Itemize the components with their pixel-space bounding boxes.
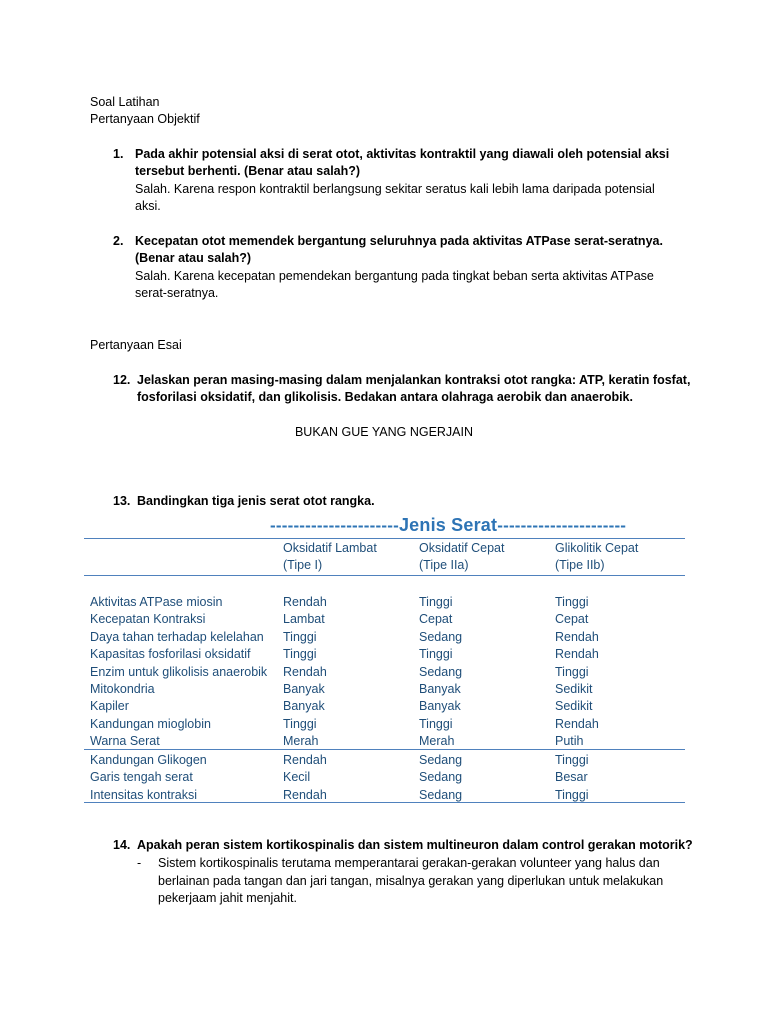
cell-type-2: Sedang [419,665,463,679]
cell-type-2: Merah [419,734,455,748]
objective-section-title: Pertanyaan Objektif [90,112,200,126]
row-label: Kapiler [90,699,129,713]
cell-type-2: Sedang [419,770,463,784]
question-text-line: (Benar atau salah?) [135,251,252,265]
cell-type-1: Banyak [283,699,325,713]
answer-text-line: Salah. Karena kecepatan pemendekan bergantung pada tingkat beban serta aktivitas ATPase [135,269,654,283]
table-header-rule [84,575,685,576]
row-label: Mitokondria [90,682,155,696]
cell-type-2: Cepat [419,612,453,626]
cell-type-3: Tinggi [555,595,589,609]
cell-type-1: Tinggi [283,630,317,644]
cell-type-3: Sedikit [555,699,593,713]
cell-type-2: Tinggi [419,595,453,609]
cell-type-1: Kecil [283,770,311,784]
answer-text-line: Salah. Karena respon kontraktil berlangsung sekitar seratus kali lebih lama daripada potensial [135,182,655,196]
row-label: Aktivitas ATPase miosin [90,595,223,609]
page-heading: Soal Latihan [90,95,160,109]
bullet-dash: - [137,856,142,870]
cell-type-1: Rendah [283,665,327,679]
header-line: Oksidatif Cepat [419,541,505,555]
table-bottom-rule [84,802,685,803]
table-title-dashes-right: ---------------------- [497,516,627,535]
answer-text-line: serat-seratnya. [135,286,219,300]
cell-type-1: Rendah [283,753,327,767]
question-text-line: Jelaskan peran masing-masing dalam menjalankan kontraksi otot rangka: ATP, keratin fosfat, [137,373,691,387]
question-text-line: Pada akhir potensial aksi di serat otot, aktivitas kontraktil yang diawali oleh potensial aksi [135,147,670,161]
cell-type-2: Tinggi [419,717,453,731]
header-line: Oksidatif Lambat [283,541,377,555]
cell-type-2: Banyak [419,682,461,696]
row-label: Garis tengah serat [90,770,193,784]
row-label: Daya tahan terhadap kelelahan [90,630,264,644]
table-top-rule [84,538,685,539]
answer-text-line: berlainan pada tangan dan jari tangan, misalnya gerakan yang diperlukan untuk melakukan [158,874,664,888]
essay-section-title: Pertanyaan Esai [90,338,182,352]
header-col-3 [555,540,638,574]
cell-type-1: Merah [283,734,319,748]
cell-type-3: Besar [555,770,588,784]
cell-type-3: Cepat [555,612,589,626]
cell-type-2: Tinggi [419,647,453,661]
cell-type-2: Sedang [419,788,463,802]
question-text-line: Kecepatan otot memendek bergantung seluruhnya pada aktivitas ATPase serat-seratnya. [135,234,663,248]
header-col-1 [283,540,377,574]
cell-type-3: Tinggi [555,665,589,679]
question-text-line: Apakah peran sistem kortikospinalis dan sistem multineuron dalam control gerakan motorik? [137,838,693,852]
header-col-2 [419,540,504,574]
row-label: Kecepatan Kontraksi [90,612,206,626]
cell-type-1: Rendah [283,595,327,609]
q12-note: BUKAN GUE YANG NGERJAIN [294,425,474,439]
row-label: Warna Serat [90,734,160,748]
question-text-line: fosforilasi oksidatif, dan glikolisis. Bedakan antara olahraga aerobik dan anaerobik. [137,390,633,404]
cell-type-2: Sedang [419,753,463,767]
cell-type-3: Sedikit [555,682,593,696]
question-number: 2. [113,234,124,248]
header-line: (Tipe IIa) [419,558,469,572]
cell-type-2: Banyak [419,699,461,713]
cell-type-3: Tinggi [555,753,589,767]
cell-type-3: Rendah [555,630,599,644]
cell-type-1: Banyak [283,682,325,696]
cell-type-1: Rendah [283,788,327,802]
cell-type-1: Lambat [283,612,325,626]
cell-type-3: Rendah [555,717,599,731]
row-label: Intensitas kontraksi [90,788,197,802]
row-label: Kandungan mioglobin [90,717,211,731]
row-label: Kapasitas fosforilasi oksidatif [90,647,251,661]
question-text-line: Bandingkan tiga jenis serat otot rangka. [137,494,375,508]
cell-type-1: Tinggi [283,717,317,731]
row-label: Enzim untuk glikolisis anaerobik [90,665,268,679]
question-text-line: tersebut berhenti. (Benar atau salah?) [135,164,361,178]
header-line: (Tipe IIb) [555,558,605,572]
cell-type-3: Putih [555,734,584,748]
answer-text-line: pekerjaam jahit menjahit. [158,891,297,905]
answer-text-line: aksi. [135,199,161,213]
answer-text-line: Sistem kortikospinalis terutama memperantarai gerakan-gerakan volunteer yang halus dan [158,856,660,870]
question-number: 1. [113,147,124,161]
row-label: Kandungan Glikogen [90,753,207,767]
table-mid-rule [84,749,685,750]
table-title-dashes-left: ---------------------- [270,516,399,535]
question-number: 14. [113,838,131,852]
table-title [270,514,680,537]
question-number: 12. [113,373,131,387]
cell-type-2: Sedang [419,630,463,644]
cell-type-3: Rendah [555,647,599,661]
cell-type-3: Tinggi [555,788,589,802]
header-line: Glikolitik Cepat [555,541,639,555]
table-title-text: Jenis Serat [398,515,498,535]
header-line: (Tipe I) [283,558,323,572]
cell-type-1: Tinggi [283,647,317,661]
question-number: 13. [113,494,131,508]
